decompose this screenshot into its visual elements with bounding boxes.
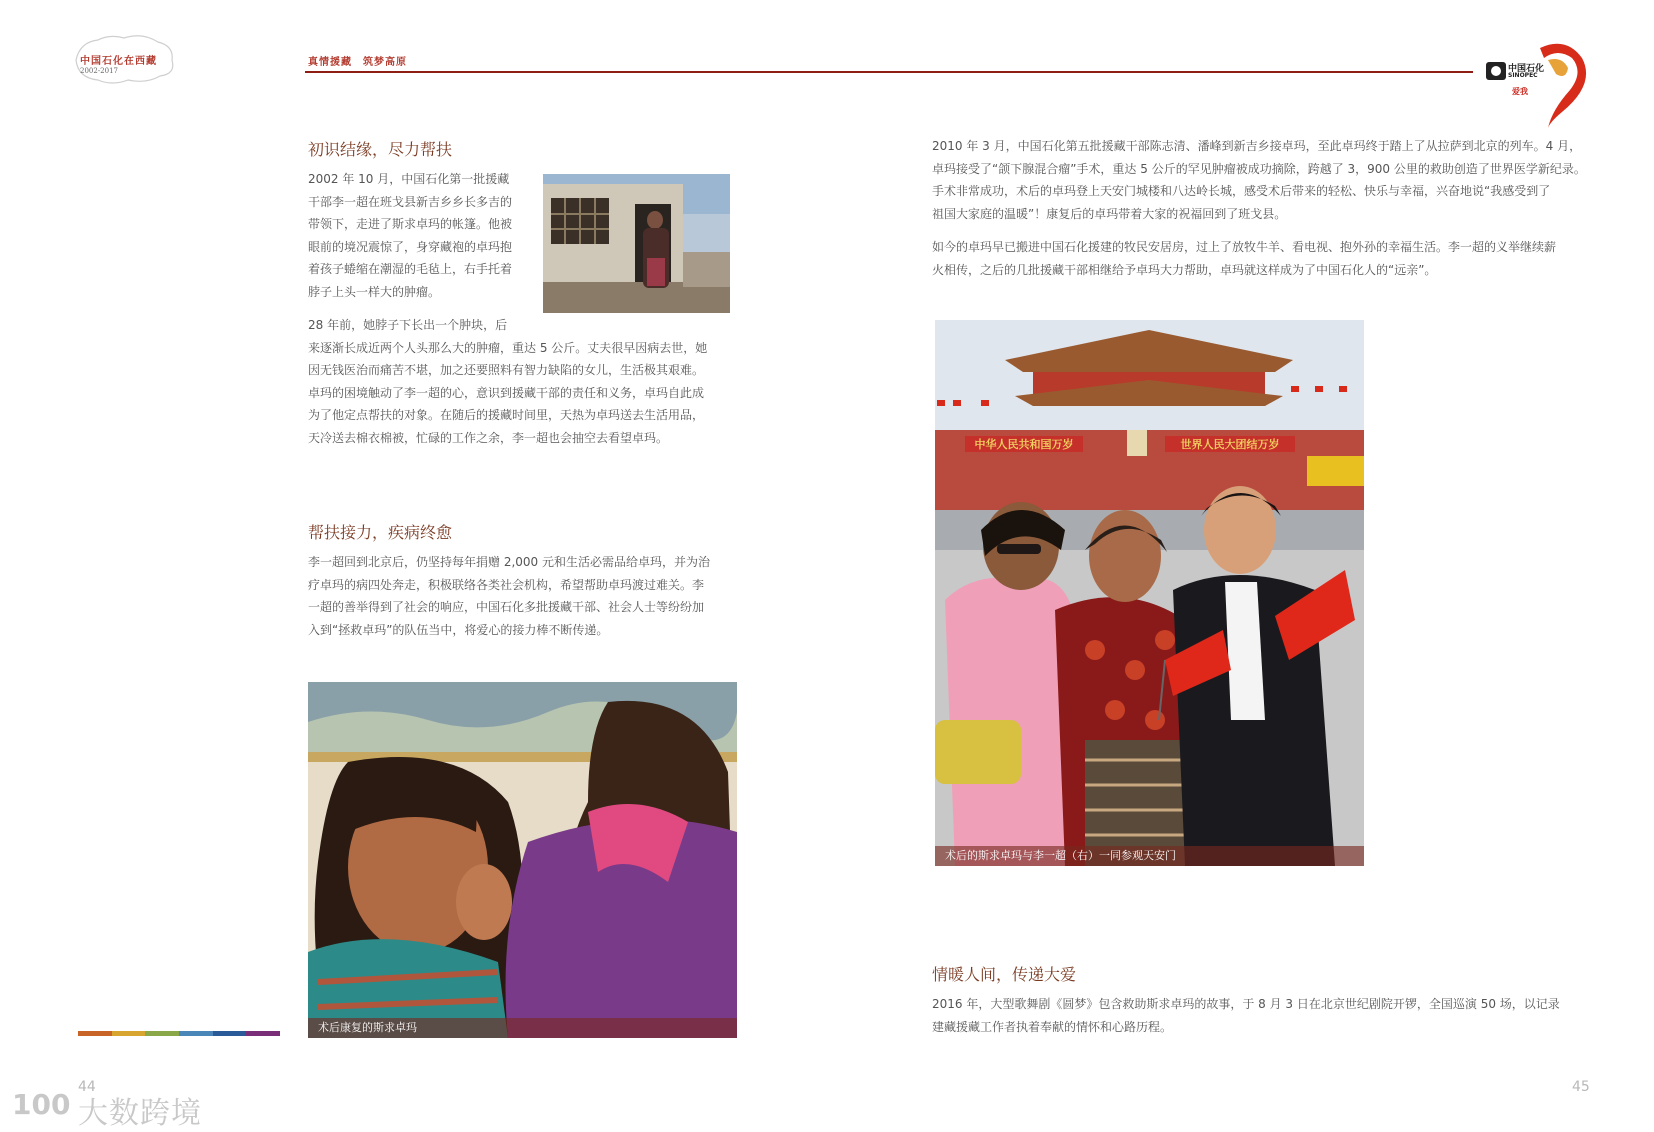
section-4-paragraph: [932, 993, 1592, 1038]
page-number-right: 45: [1572, 1079, 1590, 1095]
text-line: 建藏援藏工作者执着奉献的情怀和心路历程。: [932, 1019, 1173, 1034]
text-line: 一超的善举得到了社会的响应，中国石化多批援藏干部、社会人士等纷纷加: [308, 600, 705, 614]
text-line: 火相传，之后的几批援藏干部相继给予卓玛大力帮助，卓玛就这样成为了中国石化人的“远亲”。: [932, 262, 1437, 277]
text-line: 2016 年，大型歌舞剧《圆梦》包含救助斯求卓玛的故事，于 8 月 3 日在北京世纪剧院开锣，全国巡演 50 场，以记录: [932, 997, 1560, 1011]
section-1-paragraph-1: [308, 168, 526, 303]
section-3-paragraph-1: [932, 135, 1592, 225]
photo-caption-tiananmen: 术后的斯求卓玛与李一超（右）一同参观天安门: [935, 846, 1364, 866]
color-swatch: [78, 1031, 112, 1036]
color-bar: [78, 1031, 280, 1036]
sinopec-heart-logo: [1478, 40, 1598, 130]
text-line: 入到“拯救卓玛”的队伍当中，将爱心的接力棒不断传递。: [308, 622, 609, 637]
page-number-left: 44: [78, 1079, 96, 1095]
watermark-text: 大数跨境: [78, 1096, 202, 1131]
text-line: 祖国大家庭的温暖”！康复后的卓玛带着大家的祝福回到了班戈县。: [932, 206, 1287, 221]
color-swatch: [145, 1031, 179, 1036]
text-line: 为了他定点帮扶的对象。在随后的援藏时间里，天热为卓玛送去生活用品，: [308, 408, 705, 422]
section-title-2: 帮扶接力，疾病终愈: [308, 523, 453, 542]
tiananmen-sign-right: 世界人民大团结万岁: [1180, 438, 1280, 451]
header-divider: [305, 71, 1473, 73]
section-1-paragraph-2: [308, 314, 736, 449]
header-slogan: 真情援藏 筑梦高原: [308, 57, 407, 68]
text-line: 如今的卓玛早已搬进中国石化援建的牧民安居房，过上了放牧牛羊、看电视、抱外孙的幸福生活。李一超的义举继续薪: [932, 240, 1557, 254]
text-line: 卓玛的困境触动了李一超的心，意识到援藏干部的责任和义务，卓玛自此成: [308, 385, 705, 400]
text-line: 手术非常成功，术后的卓玛登上天安门城楼和八达岭长城，感受术后带来的轻松、快乐与幸福，兴奋地说“我感受到了: [932, 184, 1551, 198]
logo-en-text: SINOPEC: [1508, 72, 1538, 79]
watermark-mark-text: 100: [12, 1088, 71, 1121]
tiananmen-sign-left: 中华人民共和国万岁: [974, 438, 1074, 451]
photo-tent-house: [543, 174, 730, 313]
text-line: 卓玛接受了“颌下腺混合瘤”手术，重达 5 公斤的罕见肿瘤被成功摘除，跨越了 3，900 公里的救助创造了世界医学新纪录。: [932, 161, 1586, 176]
header-book-title: 中国石化在西藏: [80, 56, 157, 67]
photo-tiananmen-visit: [935, 320, 1364, 866]
text-line: 带领下，走进了斯求卓玛的帐篷。他被: [308, 217, 513, 231]
section-title-4: 情暖人间，传递大爱: [932, 965, 1077, 984]
color-swatch: [179, 1031, 213, 1036]
section-2-paragraph: [308, 551, 736, 641]
watermark-logo-mark: [10, 1082, 82, 1122]
photo-recovered-zhuoma: [308, 682, 737, 1038]
color-swatch: [112, 1031, 146, 1036]
text-line: 2010 年 3 月，中国石化第五批援藏干部陈志清、潘峰到新吉乡接卓玛，至此卓玛终于踏上了从拉萨到北京的列车。4 月，: [932, 139, 1582, 153]
text-line: 28 年前，她脖子下长出一个肿块，后: [308, 318, 508, 332]
text-line: 着孩子蜷缩在潮湿的毛毡上，右手托着: [308, 262, 513, 276]
text-line: 来逐渐长成近两个人头那么大的肿瘤，重达 5 公斤。丈夫很早因病去世，她: [308, 340, 708, 355]
section-title-1: 初识结缘，尽力帮扶: [308, 140, 453, 159]
header-years: 2002-2017: [80, 67, 118, 75]
logo-tagline: 爱我: [1512, 87, 1528, 96]
text-line: 天冷送去棉衣棉被，忙碌的工作之余，李一超也会抽空去看望卓玛。: [308, 430, 669, 445]
section-3-paragraph-2: [932, 236, 1592, 281]
color-swatch: [246, 1031, 280, 1036]
text-line: 脖子上头一样大的肿瘤。: [308, 284, 441, 299]
text-line: 眼前的境况震惊了，身穿藏袍的卓玛抱: [308, 239, 513, 254]
color-swatch: [213, 1031, 247, 1036]
text-line: 李一超回到北京后，仍坚持每年捐赠 2,000 元和生活必需品给卓玛，并为治: [308, 555, 710, 569]
logo-cn-text: 中国石化: [1508, 64, 1545, 74]
photo-caption-recovered: 术后康复的斯求卓玛: [308, 1018, 737, 1038]
text-line: 因无钱医治而痛苦不堪，加之还要照料有智力缺陷的女儿，生活极其艰难。: [308, 363, 705, 377]
text-line: 疗卓玛的病四处奔走，积极联络各类社会机构，希望帮助卓玛渡过难关。李: [308, 577, 705, 592]
text-line: 2002 年 10 月，中国石化第一批援藏: [308, 172, 510, 186]
text-line: 干部李一超在班戈县新吉乡乡长多吉的: [308, 194, 513, 209]
